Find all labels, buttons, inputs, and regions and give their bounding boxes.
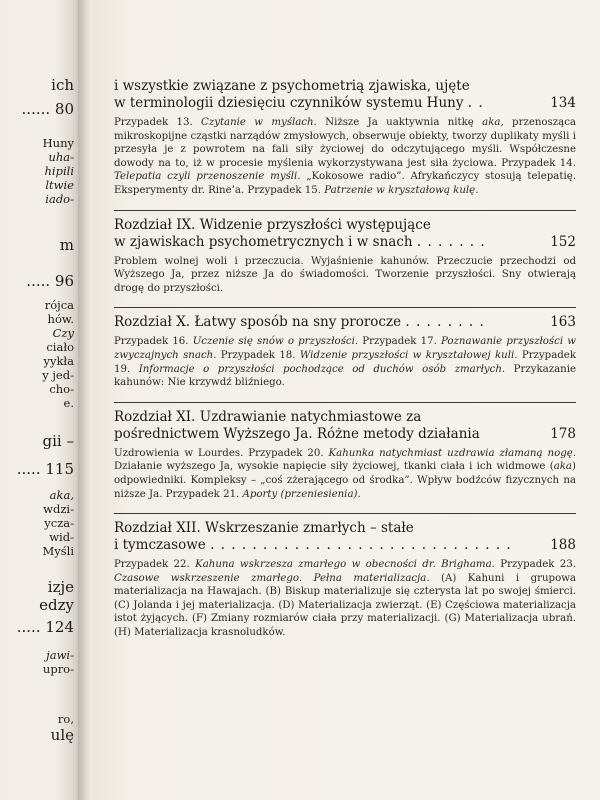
body-text: Działanie wyższego Ja, wysokie napięcie siły życiowej, tkanki ciała i ich widmowe ( — [114, 461, 554, 473]
left-page-fragment: edzy — [39, 596, 74, 614]
body-text: Uzdrowienia w Lourdes. Przypadek 20. — [114, 447, 329, 459]
leader-dots: . . . . . . . . . . . . . . . . . . . . . . . . . . . . . — [210, 537, 512, 554]
heading-line: Rozdział XII. Wskrzeszanie zmarłych – stałe — [114, 520, 414, 537]
left-page-fragment: yykła — [43, 354, 74, 368]
body-text: Przypadek 16. — [114, 336, 193, 348]
book-spine-gutter — [78, 0, 92, 800]
toc-entry-continuation — [114, 78, 576, 198]
heading-line: i wszystkie związane z psychometrią zjawiska, ujęte — [114, 78, 470, 94]
leader-dots: . . . . . . . — [416, 233, 486, 250]
right-page — [92, 0, 600, 800]
left-page-fragment: ycza- — [44, 516, 74, 530]
heading-line: w terminologii dziesięciu czynników systemu Huny — [114, 95, 464, 111]
body-text: (A) Kahuni i grupowa materializacja na Hawajach. (B) Biskup materializuje się czterysta lat po swojej śmierci. (C) Jolanda i jej materializacja. (D) Materializacja zwierząt. (E) Częściowa materializacja istot żyjących. (F) Zmiany rozmiarów ciała przy materializacji. (G) Materializacja ubrań. (H) Materializacja krasnoludków. — [114, 572, 576, 639]
body-text: Problem wolnej woli i przeczucia. Wyjaśnienie kahunów. Przeczucie przechodzi od Wyższego Ja, przez niższe Ja do świadomości. Tworzenie przyszłości. Sny otwierają drogę do przyszłości. — [114, 255, 576, 294]
body-text: Przypadek 23. — [494, 559, 576, 571]
heading-line: i tymczasowe — [114, 537, 206, 554]
italic-text: aka, — [482, 117, 504, 128]
leader-dots: . . — [467, 95, 484, 111]
left-page-fragment: Czy — [52, 326, 74, 340]
left-page-fragment: wid- — [49, 530, 74, 544]
left-page-fragment: upro- — [42, 662, 74, 676]
italic-text: Informacje o przyszłości pochodzące od duchów osób zmarłych. — [138, 363, 506, 375]
toc-entry-description — [114, 335, 576, 389]
italic-text: aka — [553, 461, 573, 473]
toc-entry-heading — [114, 520, 576, 554]
body-text: Przypadek 22. — [114, 559, 196, 571]
body-text: Przypadek 13. — [114, 117, 202, 128]
left-page-fragment: hów. — [47, 312, 74, 326]
page-number: 134 — [550, 95, 576, 111]
italic-text: Poznawanie przyszłości w zwyczajnych snach. — [114, 336, 576, 361]
left-page-fragment: ltwie — [45, 178, 74, 192]
left-page-fragment: ...... 80 — [21, 100, 74, 118]
page-number: 152 — [550, 233, 576, 250]
left-page-fragment: ..... 115 — [16, 460, 74, 478]
heading-line: pośrednictwem Wyższego Ja. Różne metody działania — [114, 425, 480, 442]
left-page-fragment: aka, — [49, 488, 74, 502]
table-of-contents — [114, 78, 576, 640]
body-text: Przypadek 19. — [114, 349, 577, 375]
heading-line: w zjawiskach psychometrycznych i w snach — [114, 233, 413, 250]
left-page-fragment: m — [59, 236, 74, 254]
italic-text: Telepatia czyli przenoszenie myśli. — [114, 171, 301, 183]
page-number: 188 — [550, 537, 576, 554]
body-text: ) odpowiedniki. Kompleksy – „coś zżerającego od środka”. Wpływ bodźców fizycznych na niższe Ja. Przypadek 21. — [114, 461, 576, 500]
toc-entry-chapter-ix — [114, 210, 576, 296]
italic-text: Widzenie przyszłości w kryształowej kuli. — [299, 349, 518, 361]
left-page-fragment: iado- — [45, 192, 74, 206]
italic-text: Aporty (przeniesienia). — [242, 488, 361, 500]
toc-entry-description — [114, 116, 576, 198]
left-page-fragment: rójca — [44, 298, 74, 312]
italic-text: Kahunka natychmiast uzdrawia złamaną nogę. — [328, 447, 576, 459]
page-number: 178 — [550, 425, 576, 442]
toc-entry-chapter-xi — [114, 402, 576, 501]
left-page-fragment: ..... 124 — [16, 618, 74, 636]
heading-line: Rozdział XI. Uzdrawianie natychmiastowe za — [114, 408, 422, 425]
body-text: Przykazanie kahunów: Nie krzywdź bliźniego. — [114, 363, 577, 389]
italic-text: Kahuna wskrzesza zmarłego w obecności dr. Brighama. — [195, 559, 495, 571]
left-page-fragment: Huny — [42, 136, 74, 150]
left-page-fragment: ich — [51, 76, 74, 94]
left-page-fragment: cho- — [49, 382, 74, 396]
left-page-fragment: gii – — [42, 432, 74, 450]
toc-entry-heading — [114, 217, 576, 251]
italic-text: Patrzenie w kryształową kulę. — [324, 184, 479, 196]
left-page-fragment: ro, — [57, 712, 74, 726]
body-text: „Kokosowe radio”. Afrykańczycy stosują telepatię. Eksperymenty dr. Rine’a. Przypadek 15. — [114, 171, 576, 196]
left-page-fragment: ciało — [46, 340, 74, 354]
italic-text: Uczenie się snów o przyszłości. — [192, 336, 359, 348]
left-page-fragment: izje — [47, 578, 74, 596]
toc-entry-description — [114, 255, 576, 296]
toc-entry-chapter-xii — [114, 513, 576, 640]
left-page-fragment: uha- — [48, 150, 74, 164]
body-text: Niższe Ja uaktywnia nitkę — [316, 117, 483, 128]
heading-line: Rozdział X. Łatwy sposób na sny prorocze — [114, 314, 402, 331]
italic-text: Czasowe wskrzeszenie zmarłego. Pełna materializacja. — [114, 572, 430, 584]
left-page-fragment: e. — [63, 396, 74, 410]
body-text: Przypadek 17. — [358, 336, 441, 348]
left-page-fragment: ulę — [50, 726, 74, 744]
left-page-fragment: wdzi- — [43, 502, 74, 516]
leader-dots: . . . . . . . . — [405, 314, 485, 331]
toc-entry-heading — [114, 314, 576, 331]
toc-entry-description — [114, 558, 576, 640]
left-page-fragment: hipili — [44, 164, 74, 178]
toc-entry-heading — [114, 78, 576, 112]
page-number: 163 — [550, 314, 576, 331]
left-page-fragment: jawi- — [46, 648, 74, 662]
toc-entry-chapter-x — [114, 307, 576, 389]
italic-text: Czytanie w myślach. — [201, 117, 317, 128]
heading-line: Rozdział IX. Widzenie przyszłości występujące — [114, 216, 431, 233]
toc-entry-description — [114, 447, 576, 501]
toc-entry-heading — [114, 409, 576, 443]
body-text: Przypadek 18. — [216, 349, 300, 361]
left-page-fragment: y jed- — [42, 368, 74, 382]
body-text: przenosząca mikroskopijne cząstki narządów zmysłowych, obserwuje obiekty, tworzy duplikaty myśli i przesyła je z powrotem na fali siły życiowej do odczytującego myśli. Współczesne dowody na to, iż w procesie myślenia wykorzystywana jest siła życiowa. Przypadek 14. — [114, 117, 576, 169]
left-page-edge — [0, 0, 78, 800]
left-page-fragment: Myśli — [42, 544, 74, 558]
left-page-fragment: ..... 96 — [26, 272, 74, 290]
